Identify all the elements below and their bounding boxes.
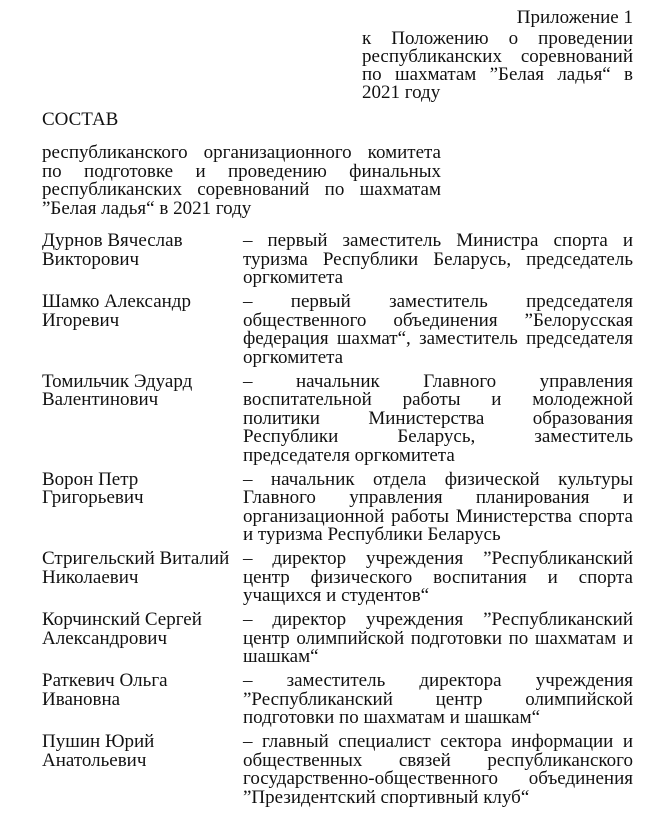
member-surname-first: Стригельский Виталий (42, 548, 230, 569)
member-surname-first: Пушин Юрий (42, 731, 155, 752)
member-patronymic: Александрович (42, 627, 168, 649)
member-surname-first: Дурнов Вячеслав (42, 230, 183, 251)
member-surname-first: Раткевич Ольга (42, 670, 168, 691)
member-patronymic: Николаевич (42, 566, 139, 588)
member-row (42, 370, 633, 466)
member-role: – директор учреждения ”Республиканский центр олимпийской подготовки по шахматам и шашкам“ (243, 609, 633, 667)
member-patronymic: Игоревич (42, 309, 120, 331)
member-name (42, 468, 243, 545)
member-row (42, 550, 633, 606)
member-role: – заместитель директора учреждения ”Республиканский центр олимпийской подготовки по шахматам и шашкам“ (243, 670, 633, 728)
member-patronymic: Анатольевич (42, 749, 147, 771)
member-surname-first: Ворон Петр (42, 468, 139, 490)
member-patronymic: Ивановна (42, 688, 121, 710)
member-role: – первый заместитель Министра спорта и туризма Республики Беларусь, председатель оргкомитета (243, 230, 633, 288)
document-subtitle: республиканского организационного комитета по подготовке и проведению финальных республиканских соревнований по шахматам ”Белая ладья“ в 2021 году (42, 142, 441, 219)
member-row (42, 672, 633, 728)
member-row (42, 468, 633, 545)
member-patronymic: Викторович (42, 248, 140, 270)
member-name (42, 293, 243, 367)
annex-title: Приложение 1 (516, 7, 633, 28)
member-role: – первый заместитель председателя общественного объединения ”Белорусская федерация шахмат“, заместитель председателя оргкомитета (243, 291, 633, 368)
member-name (42, 733, 243, 807)
member-row (42, 611, 633, 667)
member-role: – главный специалист сектора информации и общественных связей республиканского государственно-общественного объединения ”Президентский спортивный клуб“ (243, 731, 633, 808)
member-surname-first: Корчинский Сергей (42, 609, 202, 630)
member-name (42, 232, 243, 288)
member-row (42, 293, 633, 367)
member-role: – начальник отдела физической культуры Главного управления планирования и организационной работы Министерства спорта и туризма Республики Беларусь (243, 468, 633, 545)
member-name (42, 370, 243, 466)
committee-members-list (42, 232, 633, 813)
member-role: – директор учреждения ”Республиканский центр физического воспитания и спорта учащихся и студентов“ (243, 548, 633, 606)
annex-reference: к Положению о проведении республиканских соревнований по шахматам ”Белая ладья“ в 2021 году (362, 28, 633, 103)
member-patronymic: Валентинович (42, 389, 159, 410)
member-name (42, 672, 243, 728)
member-row (42, 232, 633, 288)
member-patronymic: Григорьевич (42, 487, 144, 508)
member-surname-first: Томильчик Эдуард (42, 370, 193, 392)
member-role: – начальник Главного управления воспитательной работы и молодежной политики Министерства образования Республики Беларусь, заместитель председателя оргкомитета (243, 370, 633, 466)
document-title: СОСТАВ (42, 109, 119, 130)
member-name (42, 611, 243, 667)
member-row (42, 733, 633, 807)
member-name (42, 550, 243, 606)
member-surname-first: Шамко Александр (42, 291, 191, 312)
